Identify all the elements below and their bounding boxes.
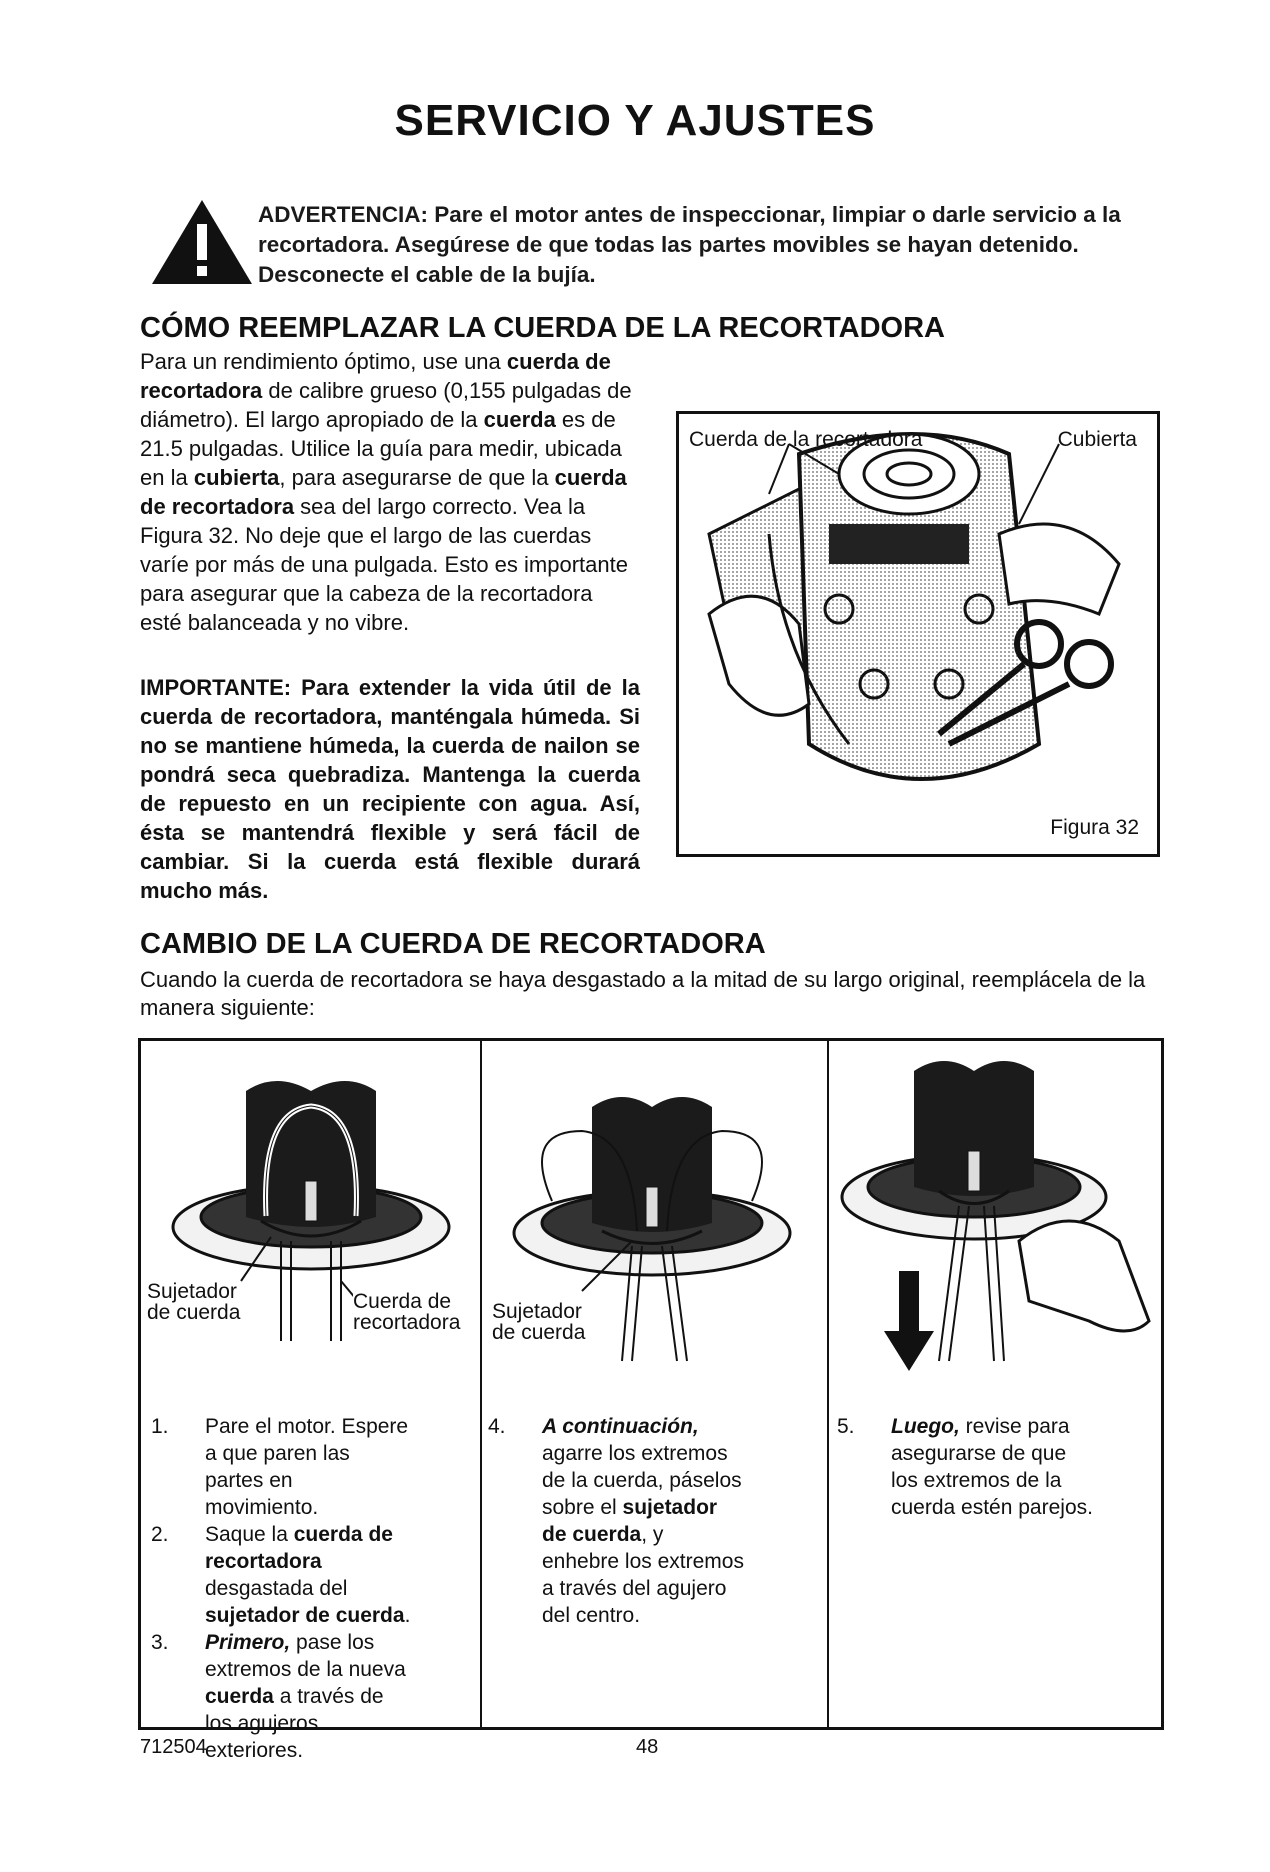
warning-triangle-icon [148,196,256,288]
page-number: 48 [636,1736,659,1758]
warning-text [258,200,1178,290]
document-code: 712504 [140,1736,207,1758]
warning-body: Pare el motor antes de inspeccionar, limpiar o darle servicio a la recortadora. Asegúrese de que todas las partes movibles se hayan detenido. Desconecte el cable de la bujía. [258,202,1121,287]
step-item: 1. Pare el motor. Espere a que paren las partes en movimiento. [151,1415,409,1519]
steps-1-to-3 [151,1413,411,1764]
step-item: 5. Luego, revise para asegurarse de que los extremos de la cuerda estén parejos. [837,1415,1093,1519]
important-note: IMPORTANTE: Para extender la vida útil de la cuerda de recortadora, manténgala húmeda. Si no se mantiene húmeda, la cuerda de nailon se pondrá seca quebradiza. Mantenga la cuerda de repuesto en un recipiente con agua. Así, ésta se mantendrá flexible y será fácil de cambiar. Si la cuerda está flexible durará mucho más. [140,675,640,903]
step-column-3 [829,1041,1161,1727]
step-illustration-1 [141,1041,480,1411]
step-number: 2. [151,1523,169,1546]
warning-label: ADVERTENCIA: [258,202,429,227]
figure-caption: Figura 32 [1050,816,1139,839]
step-item: 2. Saque la cuerda de recortadora desgastada del sujetador de cuerda. [151,1523,411,1627]
step-item: 3. Primero, pase los extremos de la nueva cuerda a través de los agujeros exteriores. [151,1631,406,1762]
change-intro: Cuando la cuerda de recortadora se haya desgastado a la mitad de su largo original, reemplácela de la manera siguiente: [140,967,1146,1020]
figure-32 [676,411,1160,857]
step-5 [837,1413,1095,1521]
callout-line-holder-1: Sujetador de cuerda [147,1280,241,1324]
callout-cover: Cubierta [1057,428,1137,451]
step-column-2 [482,1041,829,1727]
callout-trimmer-line: Cuerda de la recortadora [689,428,923,451]
section-heading-change: CAMBIO DE LA CUERDA DE RECORTADORA [140,928,766,960]
callout-trimmer-line-1: Cuerda de recortadora [353,1290,461,1334]
step-item: 4. A continuación, agarre los extremos de la cuerda, páselos sobre el sujetador de cuerda, y enhebre los extremos a través del agujero del centro. [488,1415,744,1627]
step-illustration-2 [482,1041,827,1411]
step-number: 4. [488,1415,506,1438]
page-title: SERVICIO Y AJUSTES [394,96,876,145]
replace-paragraph: Para un rendimiento óptimo, use una cuerda de recortadora de calibre grueso (0,155 pulgadas de diámetro). El largo apropiado de la cuerda es de 21.5 pulgadas. Utilice la guía para medir, ubicada en la cubierta, para asegurarse de que la cuerda de recortadora sea del largo correcto. Vea la Figura 32. No deje que el largo de las cuerdas varíe por más de una pulgada. Esto es importante para asegurar que la cabeza de la recortadora esté balanceada y no vibre. [140,349,632,635]
section-heading-replace: CÓMO REEMPLAZAR LA CUERDA DE LA RECORTADORA [140,312,945,344]
step-number: 5. [837,1415,855,1438]
step-number: 3. [151,1631,169,1654]
step-illustration-3 [829,1041,1161,1411]
step-number: 1. [151,1415,169,1438]
trimmer-head-illustration [679,414,1157,854]
callout-line-holder-2: Sujetador de cuerda [492,1300,586,1344]
step-4 [488,1413,746,1629]
